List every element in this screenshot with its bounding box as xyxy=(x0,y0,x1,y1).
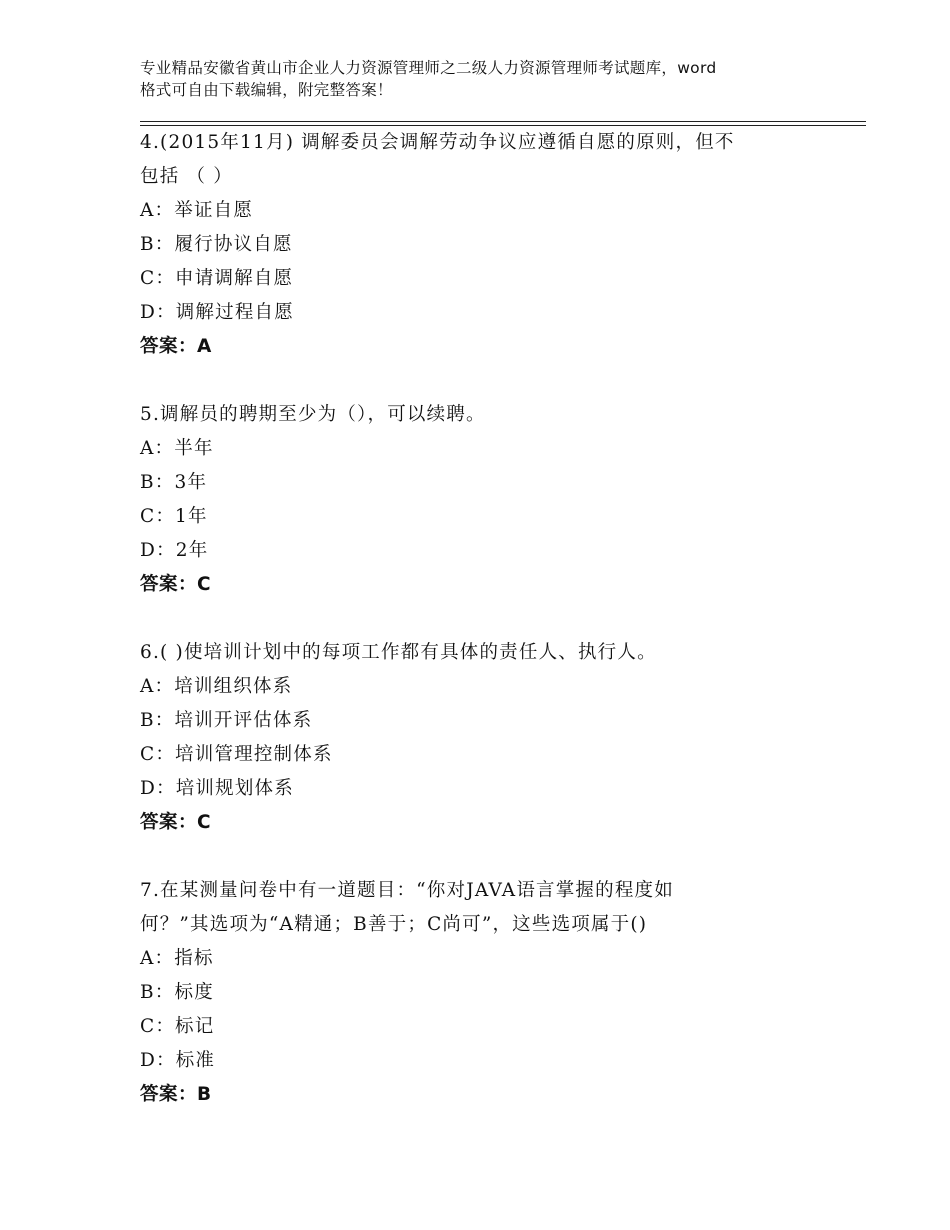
question-stem: 5.调解员的聘期至少为（），可以续聘。 xyxy=(140,404,486,425)
header-line-2: 格式可自由下载编辑，附完整答案！ xyxy=(140,81,393,99)
question-5 xyxy=(140,398,840,602)
question-list xyxy=(140,126,840,1112)
option-b: B：履行协议自愿 xyxy=(140,234,293,255)
option-c: C：1年 xyxy=(140,506,208,527)
question-spacer xyxy=(140,602,840,636)
header-divider-top xyxy=(140,121,866,122)
answer-label: 答案：B xyxy=(140,1084,212,1105)
option-c: C：标记 xyxy=(140,1016,215,1037)
option-d: D：标准 xyxy=(140,1050,216,1071)
question-7 xyxy=(140,874,840,1112)
document-header xyxy=(140,57,840,101)
option-b: B：3年 xyxy=(140,472,208,493)
option-a: A：半年 xyxy=(140,438,214,459)
option-d: D：调解过程自愿 xyxy=(140,302,294,323)
answer-label: 答案：A xyxy=(140,336,212,357)
question-6 xyxy=(140,636,840,840)
option-a: A：培训组织体系 xyxy=(140,676,293,697)
question-stem: 6.( )使培训计划中的每项工作都有具体的责任人、执行人。 xyxy=(140,642,657,663)
header-line-1: 专业精品安徽省黄山市企业人力资源管理师之二级人力资源管理师考试题库，word xyxy=(140,59,717,77)
question-stem: 4.(2015年11月) 调解委员会调解劳动争议应遵循自愿的原则，但不 xyxy=(140,132,735,153)
option-c: C：培训管理控制体系 xyxy=(140,744,333,765)
question-spacer xyxy=(140,364,840,398)
question-spacer xyxy=(140,840,840,874)
answer-label: 答案：C xyxy=(140,812,212,833)
question-stem: 包括 （ ） xyxy=(140,166,233,187)
option-c: C：申请调解自愿 xyxy=(140,268,294,289)
option-b: B：培训开评估体系 xyxy=(140,710,313,731)
question-4 xyxy=(140,126,840,364)
question-stem: 7.在某测量问卷中有一道题目：“你对JAVA语言掌握的程度如 xyxy=(140,880,674,901)
question-stem: 何？”其选项为“A精通；B善于；C尚可”，这些选项属于() xyxy=(140,914,648,935)
option-d: D：培训规划体系 xyxy=(140,778,294,799)
option-b: B：标度 xyxy=(140,982,214,1003)
answer-label: 答案：C xyxy=(140,574,212,595)
option-a: A：举证自愿 xyxy=(140,200,254,221)
option-a: A：指标 xyxy=(140,948,214,969)
option-d: D：2年 xyxy=(140,540,209,561)
